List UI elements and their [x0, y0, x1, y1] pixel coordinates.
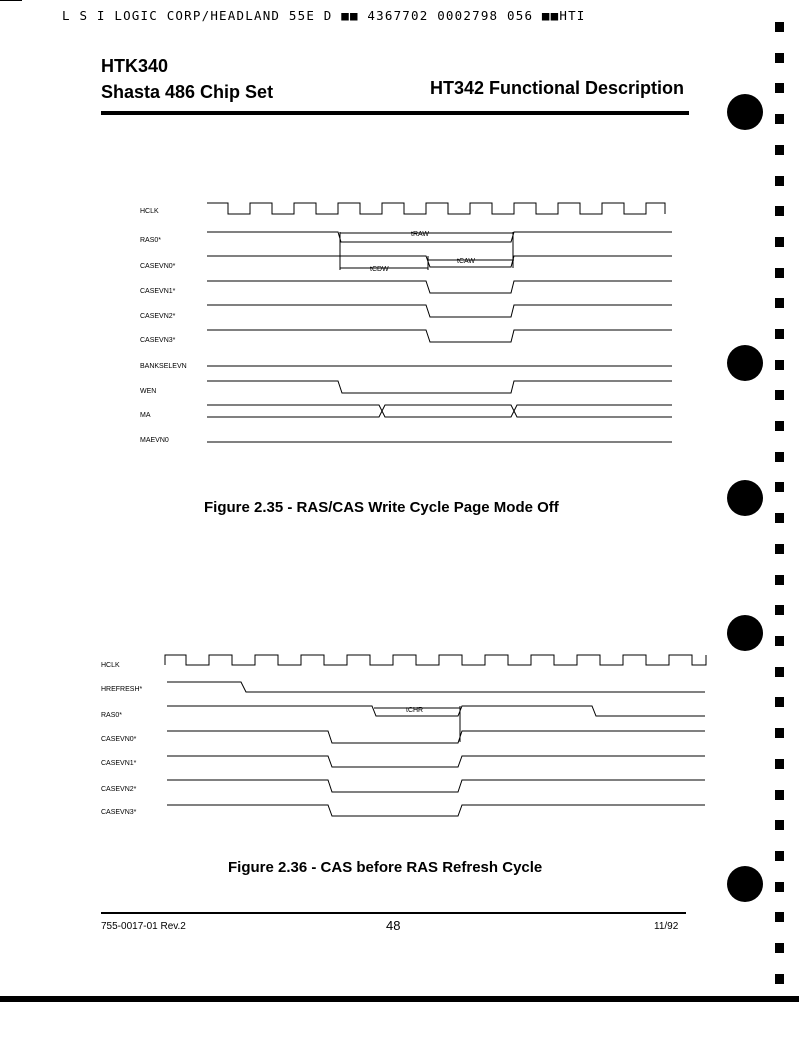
casevn2-waveform: [207, 305, 672, 317]
document-title: HTK340: [101, 56, 169, 76]
punch-hole: [727, 480, 763, 516]
edge-mark: [775, 114, 784, 124]
ma-bus-top: [207, 405, 672, 417]
edge-mark: [775, 482, 784, 492]
signal-label-hrefresh: HREFRESH*: [101, 686, 143, 693]
signal-label-bankselevn: BANKSELEVN: [140, 363, 187, 370]
edge-mark: [775, 544, 784, 554]
scan-bottom-rule: [0, 996, 799, 1002]
casevn3-waveform: [207, 330, 672, 342]
casevn2-waveform-2: [167, 780, 705, 792]
edge-mark: [775, 790, 784, 800]
edge-mark: [775, 206, 784, 216]
signal-label-hclk-2: HCLK: [101, 662, 120, 669]
figure-caption-2-35: Figure 2.35 - RAS/CAS Write Cycle Page Mode Off: [204, 499, 559, 516]
punch-hole: [727, 866, 763, 902]
casevn3-waveform-2: [167, 805, 705, 816]
signal-label-casevn1: CASEVN1*: [140, 288, 176, 295]
punch-hole: [727, 345, 763, 381]
punch-hole: [727, 94, 763, 130]
signal-label-casevn0: CASEVN0*: [140, 263, 176, 270]
footer-date: 11/92: [654, 921, 679, 932]
edge-mark: [775, 421, 784, 431]
timing-label-tcdw: tCDW: [370, 266, 389, 273]
hclk-waveform: [207, 203, 665, 214]
edge-mark: [775, 268, 784, 278]
edge-mark: [775, 83, 784, 93]
timing-label-traw: tRAW: [411, 231, 430, 238]
edge-mark: [775, 605, 784, 615]
edge-mark: [775, 390, 784, 400]
signal-label-casevn1-2: CASEVN1*: [101, 760, 137, 767]
signal-label-ma: MA: [140, 412, 151, 419]
edge-mark: [775, 176, 784, 186]
signal-label-ras0: RAS0*: [140, 237, 162, 244]
hrefresh-waveform: [167, 682, 705, 692]
punch-hole: [727, 615, 763, 651]
edge-mark: [775, 759, 784, 769]
edge-mark: [775, 329, 784, 339]
footer-rule: [101, 912, 686, 914]
signal-label-casevn2: CASEVN2*: [140, 313, 176, 320]
casevn1-waveform: [207, 281, 672, 293]
edge-mark: [775, 636, 784, 646]
edge-mark: [775, 697, 784, 707]
signal-label-wen: WEN: [140, 388, 157, 395]
edge-mark: [775, 513, 784, 523]
edge-mark: [775, 851, 784, 861]
timing-label-tchr: tCHR: [406, 707, 424, 714]
ma-bus-bottom: [207, 405, 672, 417]
edge-mark: [775, 53, 784, 63]
edge-mark: [775, 882, 784, 892]
edge-mark: [775, 575, 784, 585]
edge-mark: [775, 912, 784, 922]
casevn1-waveform-2: [167, 756, 705, 767]
edge-mark: [775, 452, 784, 462]
edge-mark: [775, 728, 784, 738]
edge-mark: [775, 667, 784, 677]
figure-caption-2-36: Figure 2.36 - CAS before RAS Refresh Cycle: [228, 859, 543, 876]
scan-stamp: L S I LOGIC CORP/HEADLAND 55E D ■■ 4367702 0002798 056 ■■HTI: [62, 8, 586, 23]
edge-mark: [775, 298, 784, 308]
edge-mark: [775, 943, 784, 953]
wen-waveform: [207, 381, 672, 393]
signal-label-maevn0: MAEVN0: [140, 437, 169, 444]
casevn0-waveform: [207, 256, 672, 267]
signal-label-hclk: HCLK: [140, 208, 159, 215]
document-subtitle: Shasta 486 Chip Set: [101, 82, 274, 102]
signal-label-casevn3-2: CASEVN3*: [101, 809, 137, 816]
page-number: 48: [386, 918, 401, 933]
section-title: HT342 Functional Description: [429, 78, 684, 98]
edge-mark: [775, 820, 784, 830]
signal-label-casevn0-2: CASEVN0*: [101, 736, 137, 743]
signal-label-casevn3: CASEVN3*: [140, 337, 176, 344]
signal-label-ras0-2: RAS0*: [101, 712, 123, 719]
edge-mark: [775, 360, 784, 370]
hclk-waveform-2: [165, 655, 706, 665]
timing-diagram-2-36: [165, 655, 706, 816]
edge-mark: [775, 145, 784, 155]
timing-label-tcaw: tCAW: [457, 258, 476, 265]
edge-mark: [775, 237, 784, 247]
casevn0-waveform-2: [167, 731, 705, 743]
edge-mark: [775, 974, 784, 984]
edge-mark: [775, 22, 784, 32]
footer-doc-number: 755-0017-01 Rev.2: [101, 921, 186, 932]
signal-label-casevn2-2: CASEVN2*: [101, 786, 137, 793]
